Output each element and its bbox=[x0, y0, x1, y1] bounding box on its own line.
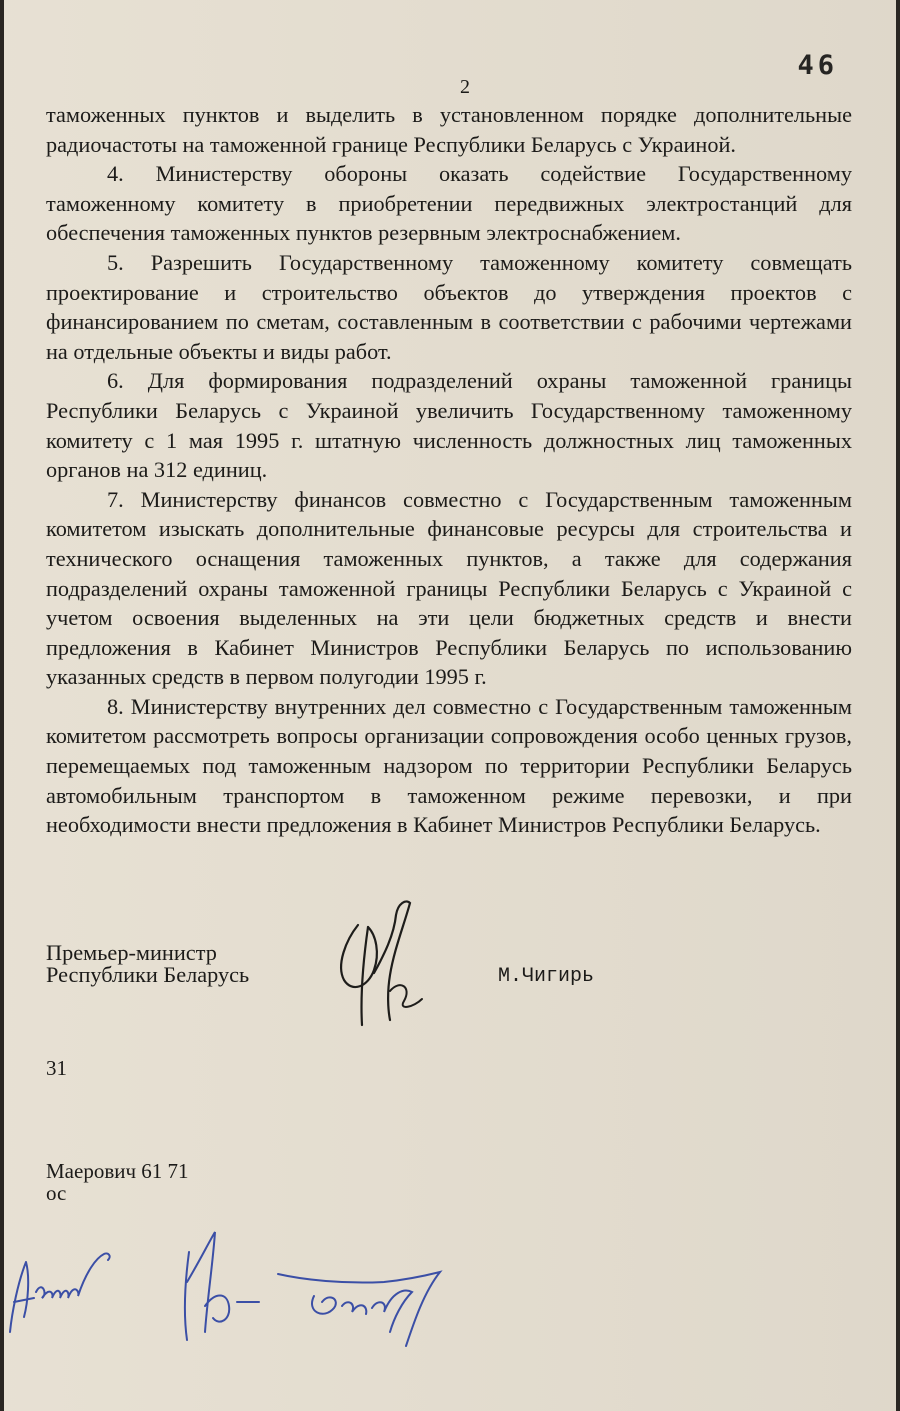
signatory-title-line-2: Республики Беларусь bbox=[46, 962, 250, 987]
paragraph-4: 4. Министерству обороны оказать содействие Государственному таможенному комитету в приобретении передвижных электростанций для обеспечения таможенных пунктов резервным электроснабжением. bbox=[46, 161, 852, 246]
document-code: 31 bbox=[46, 1056, 67, 1080]
signatory-title-line-1: Премьер-министр bbox=[46, 940, 217, 965]
approval-signature-1 bbox=[4, 1232, 124, 1342]
signer-name: М.Чигирь bbox=[498, 965, 595, 988]
prime-minister-signature bbox=[324, 895, 434, 1035]
paragraph-5: 5. Разрешить Государственному таможенному комитету совмещать проектирование и строительство объектов до утверждения проектов с финансированием по сметам, составленным в соответствии с рабочими чертежами на отдельные объекты и виды работ. bbox=[46, 249, 852, 364]
page-number: 2 bbox=[460, 76, 470, 98]
paragraph-continuation: таможенных пунктов и выделить в установленном порядке дополнительные радиочастоты на таможенной границе Республики Беларусь с Украиной. bbox=[46, 102, 852, 157]
approval-signature-2 bbox=[169, 1222, 269, 1352]
executor-info bbox=[46, 1160, 189, 1204]
document-page bbox=[4, 0, 896, 1411]
archive-page-number: 46 bbox=[797, 50, 838, 81]
paragraph-8: 8. Министерству внутренних дел совместно с Государственным таможенным комитетом рассмотреть вопросы организации сопровождения особо ценных грузов, перемещаемых под таможенным надзором по территории Республики Беларусь автомобильным транспортом в таможенном режиме перевозки, и при необходимости внести предложения в Кабинет Министров Республики Беларусь. bbox=[46, 693, 852, 838]
signatory-title bbox=[46, 942, 249, 986]
paragraph-7: 7. Министерству финансов совместно с Государственным таможенным комитетом изыскать дополнительные финансовые ресурсы для строительства и технического оснащения таможенных пунктов, а также для содержания подразделений охраны таможенной границы Республики Беларусь с Украиной с учетом освоения выделенных на эти цели бюджетных средств и внести предложения в Кабинет Министров Республики Беларусь по использованию указанных средств в первом полугодии 1995 г. bbox=[46, 486, 852, 690]
approval-signature-3 bbox=[274, 1262, 454, 1352]
paragraph-6: 6. Для формирования подразделений охраны таможенной границы Республики Беларусь с Украиной увеличить Государственному таможенному комитету с 1 мая 1995 г. штатную численность должностных лиц таможенных органов на 312 единиц. bbox=[46, 368, 852, 483]
executor-initials: ос bbox=[46, 1181, 67, 1205]
executor-name-phone: Маерович 61 71 bbox=[46, 1159, 189, 1183]
document-body bbox=[46, 100, 852, 840]
